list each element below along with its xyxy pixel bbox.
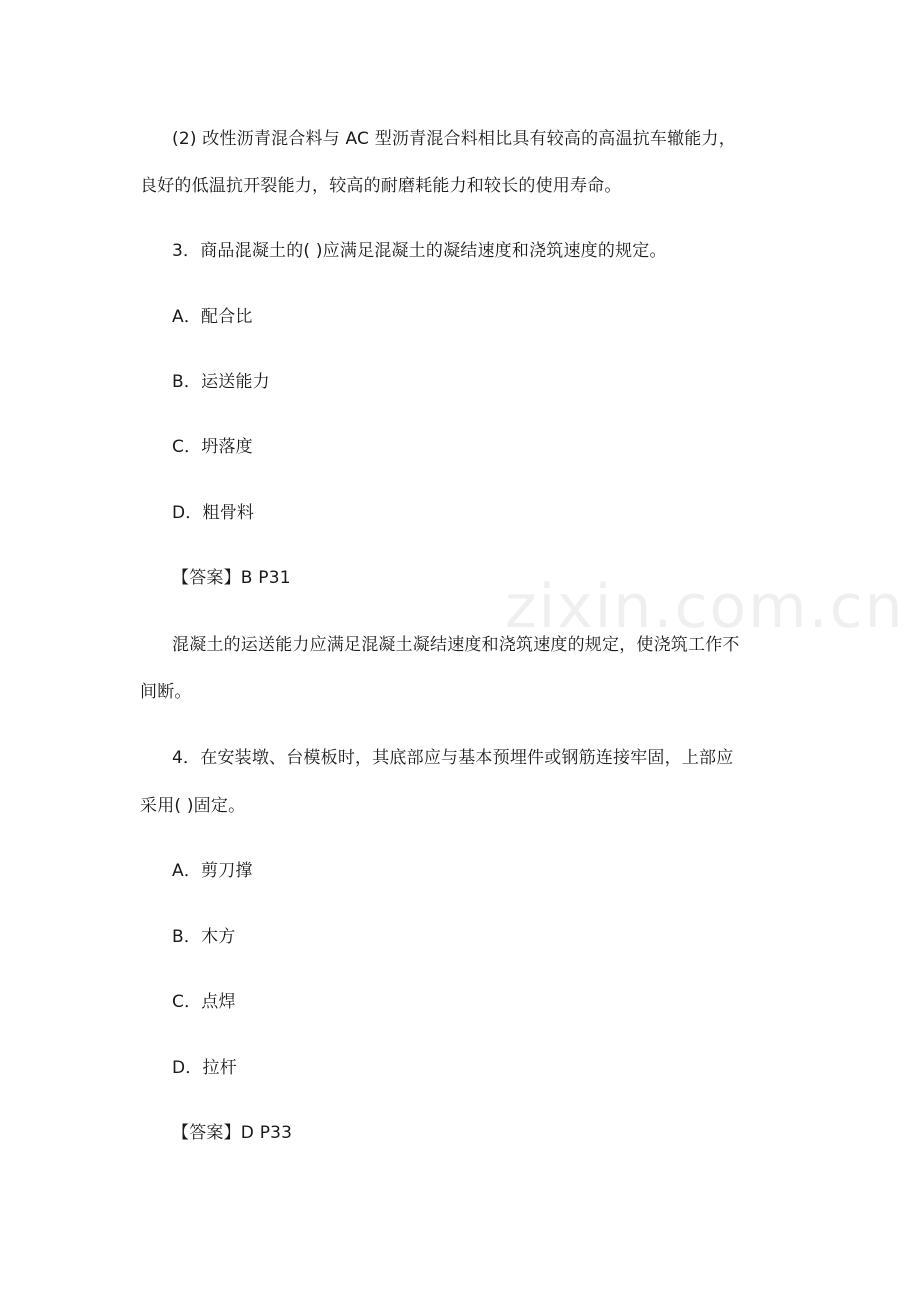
option-c: C．坍落度 — [172, 437, 253, 457]
question-4-stem: 4．在安装墩、台模板时，其底部应与基本预埋件或钢筋连接牢固，上部应 — [172, 748, 734, 768]
explanation-line: 混凝土的运送能力应满足混凝土凝结速度和浇筑速度的规定，使浇筑工作不 — [172, 635, 740, 655]
answer-line: 【答案】B P31 — [172, 568, 291, 588]
question-4-stem: 采用( )固定。 — [140, 796, 246, 816]
option-c: C．点焊 — [172, 992, 236, 1012]
paragraph-line: 良好的低温抗开裂能力，较高的耐磨耗能力和较长的使用寿命。 — [140, 176, 622, 196]
question-3-stem: 3．商品混凝土的( )应满足混凝土的凝结速度和浇筑速度的规定。 — [172, 241, 667, 261]
option-a: A．配合比 — [172, 307, 253, 327]
option-d: D．拉杆 — [172, 1058, 237, 1078]
watermark: zixin.com.cn — [505, 572, 905, 642]
option-b: B．运送能力 — [172, 372, 270, 392]
option-b: B．木方 — [172, 927, 236, 947]
paragraph-line: (2) 改性沥青混合料与 AC 型沥青混合料相比具有较高的高温抗车辙能力， — [172, 129, 736, 149]
answer-line: 【答案】D P33 — [172, 1123, 293, 1143]
explanation-line: 间断。 — [140, 682, 192, 702]
option-d: D．粗骨料 — [172, 503, 255, 523]
option-a: A．剪刀撑 — [172, 861, 253, 881]
